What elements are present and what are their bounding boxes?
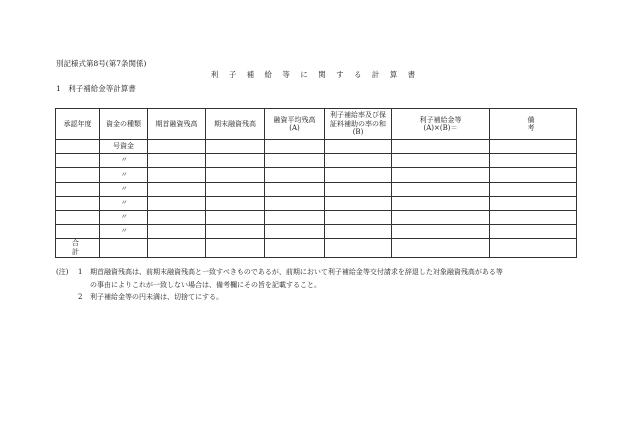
notes-label: (注)	[56, 268, 69, 276]
note-item	[56, 291, 596, 304]
header-fund-type: 資金の種類	[100, 109, 148, 140]
cell-amount	[392, 182, 490, 196]
cell-beginning-balance	[148, 196, 206, 210]
table-row	[56, 225, 577, 239]
cell-ending-balance	[206, 196, 265, 210]
header-rate-tag: (B)	[352, 128, 364, 137]
cell-fiscal-year	[56, 196, 100, 210]
section-heading: 1 利子補給金等計算書	[56, 84, 136, 93]
cell-beginning-balance	[148, 210, 206, 224]
header-amount-formula: (A)×(B)＝	[423, 124, 458, 132]
cell-average-balance	[265, 168, 325, 182]
cell-remarks	[490, 196, 577, 210]
table-row	[56, 196, 577, 210]
table-row	[56, 140, 577, 154]
total-cell	[148, 239, 206, 258]
cell-amount	[392, 140, 490, 154]
cell-rate	[325, 140, 392, 154]
cell-remarks	[490, 225, 577, 239]
cell-ending-balance	[206, 140, 265, 154]
cell-ending-balance	[206, 210, 265, 224]
cell-beginning-balance	[148, 225, 206, 239]
cell-beginning-balance	[148, 168, 206, 182]
cell-average-balance	[265, 196, 325, 210]
cell-fund-type: 〃	[100, 168, 148, 182]
document-title: 利 子 補 給 等 に 関 す る 計 算 書	[210, 70, 420, 79]
cell-fund-type: 〃	[100, 154, 148, 168]
table-row	[56, 182, 577, 196]
header-fiscal-year: 承認年度	[56, 109, 100, 140]
total-cell	[490, 239, 577, 258]
cell-remarks	[490, 168, 577, 182]
note-number: 2	[78, 293, 83, 301]
cell-fund-type: 〃	[100, 196, 148, 210]
cell-fiscal-year	[56, 154, 100, 168]
header-average-balance-label: 融資平均残高	[273, 115, 316, 124]
cell-rate	[325, 196, 392, 210]
cell-remarks	[490, 154, 577, 168]
header-average-balance	[265, 109, 325, 140]
cell-amount	[392, 225, 490, 239]
cell-rate	[325, 182, 392, 196]
header-ending-balance: 期末融資残高	[206, 109, 265, 140]
cell-rate	[325, 154, 392, 168]
cell-ending-balance	[206, 182, 265, 196]
cell-rate	[325, 168, 392, 182]
form-reference: 別記様式第8号(第7条関係)	[56, 59, 147, 68]
header-rate	[325, 109, 392, 140]
cell-amount	[392, 210, 490, 224]
cell-amount	[392, 168, 490, 182]
cell-ending-balance	[206, 168, 265, 182]
table-row	[56, 168, 577, 182]
note-item	[56, 266, 596, 279]
cell-fiscal-year	[56, 168, 100, 182]
table-row	[56, 154, 577, 168]
cell-fiscal-year	[56, 140, 100, 154]
calculation-table	[55, 108, 594, 258]
cell-remarks	[490, 140, 577, 154]
cell-ending-balance	[206, 225, 265, 239]
cell-amount	[392, 154, 490, 168]
cell-fund-type: 〃	[100, 210, 148, 224]
cell-average-balance	[265, 210, 325, 224]
cell-fiscal-year	[56, 182, 100, 196]
cell-fund-type: 〃	[100, 225, 148, 239]
cell-ending-balance	[206, 154, 265, 168]
total-cell	[392, 239, 490, 258]
cell-beginning-balance	[148, 140, 206, 154]
header-beginning-balance: 期首融資残高	[148, 109, 206, 140]
note-text: 利子補給金等の円未満は、切捨てにする。	[90, 293, 223, 301]
cell-remarks	[490, 210, 577, 224]
cell-fiscal-year	[56, 210, 100, 224]
cell-rate	[325, 225, 392, 239]
cell-beginning-balance	[148, 154, 206, 168]
cell-fund-type: 〃	[100, 182, 148, 196]
table-total-row	[56, 239, 577, 258]
note-text-continuation: の事由によりこれが一致しない場合は、備考欄にその旨を記載すること。	[90, 280, 321, 289]
table-row	[56, 210, 577, 224]
total-cell	[100, 239, 148, 258]
total-cell	[265, 239, 325, 258]
note-text: 期首融資残高は、前期末融資残高と一致すべきものであるが、前期において利子補給金等交付請求を辞退した対象融資残高がある等	[90, 268, 503, 276]
total-label: 合計	[56, 239, 100, 258]
cell-fiscal-year	[56, 225, 100, 239]
total-cell	[325, 239, 392, 258]
cell-fund-type: 号資金	[100, 140, 148, 154]
cell-amount	[392, 196, 490, 210]
cell-remarks	[490, 182, 577, 196]
cell-average-balance	[265, 225, 325, 239]
cell-beginning-balance	[148, 182, 206, 196]
header-amount-label: 利子補給金等	[419, 115, 462, 124]
header-average-balance-tag: (A)	[289, 124, 300, 132]
cell-average-balance	[265, 154, 325, 168]
cell-rate	[325, 210, 392, 224]
header-remarks: 備 考	[490, 109, 577, 140]
cell-average-balance	[265, 140, 325, 154]
total-cell	[206, 239, 265, 258]
header-rate-label: 利子補給率及び保証料補助の率の和	[330, 111, 386, 128]
notes-block	[56, 266, 596, 304]
header-amount	[392, 109, 490, 140]
table-header-row	[56, 109, 577, 140]
cell-average-balance	[265, 182, 325, 196]
note-number: 1	[78, 268, 83, 276]
